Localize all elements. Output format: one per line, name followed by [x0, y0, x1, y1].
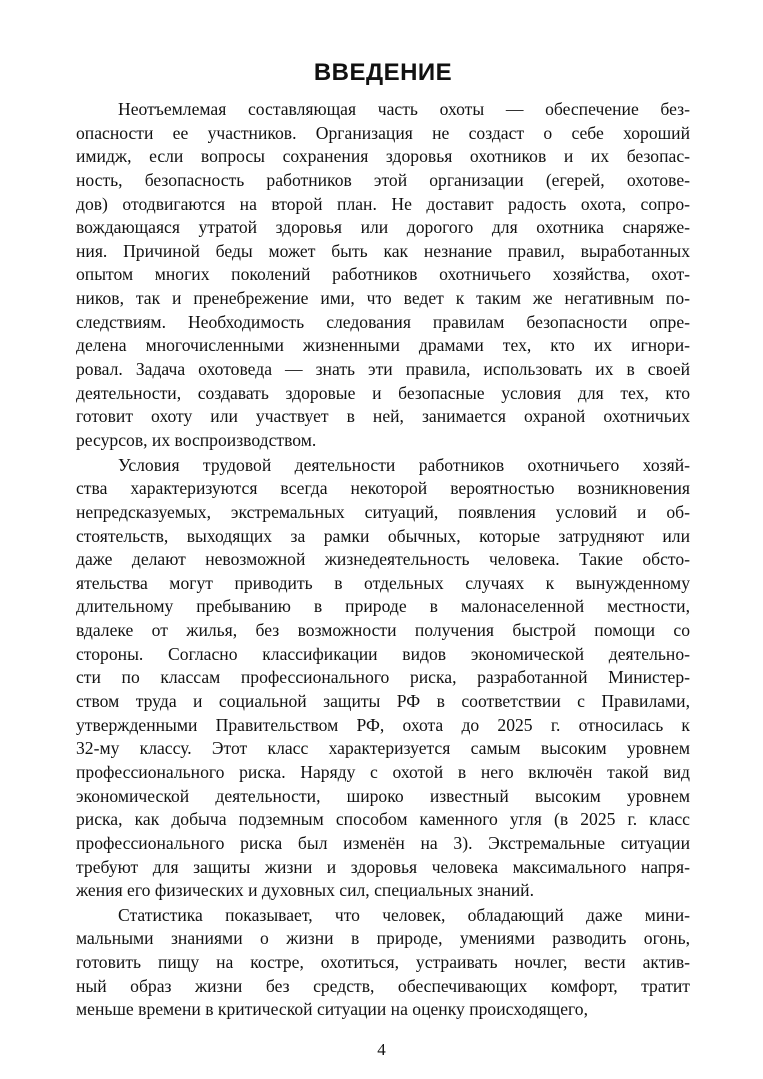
- text-line: ния. Причиной беды может быть как незнание правил, выработанных: [76, 240, 690, 261]
- text-line: стороны. Согласно классификации видов экономической деятельно-: [76, 643, 690, 664]
- text-line: Статистика показывает, что человек, обладающий даже мини-: [118, 904, 690, 925]
- text-line: риска, как добыча подземным способом каменного угля (в 2025 г. класс: [76, 809, 690, 830]
- text-line: мальными знаниями о жизни в природе, умениями разводить огонь,: [76, 928, 690, 949]
- text-line: опытом многих поколений работников охотничьего хозяйства, охот-: [76, 264, 690, 285]
- text-line: сти по классам профессионального риска, разработанной Министер-: [76, 667, 690, 688]
- paragraph: [76, 904, 690, 1022]
- text-line: 32-му классу. Этот класс характеризуется самым высоким уровнем: [76, 738, 690, 759]
- body-text: [76, 98, 690, 1022]
- text-line: вождающаяся утратой здоровья или дорогого для охотника снаряже-: [76, 217, 690, 238]
- text-line: ровал. Задача охотоведа — знать эти правила, использовать их в своей: [76, 359, 690, 380]
- text-line: следствиям. Необходимость следования правилам безопасности опре-: [76, 311, 690, 332]
- text-line: готовить пищу на костре, охотиться, устраивать ночлег, вести актив-: [76, 952, 690, 973]
- text-line: Условия трудовой деятельности работников охотничьего хозяй-: [118, 454, 690, 475]
- text-line: опасности ее участников. Организация не создаст о себе хороший: [76, 122, 690, 143]
- text-line: непредсказуемых, экстремальных ситуаций, появления условий и об-: [76, 501, 690, 522]
- text-line: дов) отодвигаются на второй план. Не доставит радость охота, сопро-: [76, 193, 690, 214]
- text-line: ников, так и пренебрежение ими, что ведет к таким же негативным по-: [76, 288, 690, 309]
- text-line: профессионального риска был изменён на 3). Экстремальные ситуации: [76, 832, 690, 853]
- text-line: длительному пребыванию в природе в малонаселенной местности,: [76, 596, 690, 617]
- text-line: жения его физических и духовных сил, специальных знаний.: [76, 880, 534, 901]
- text-line: утвержденными Правительством РФ, охота до 2025 г. относилась к: [76, 714, 690, 735]
- text-line: ством труда и социальной защиты РФ в соответствии с Правилами,: [76, 691, 690, 712]
- text-line: вдалеке от жилья, без возможности получения быстрой помощи со: [76, 620, 690, 641]
- text-line: требуют для защиты жизни и здоровья человека максимального напря-: [76, 856, 690, 877]
- text-line: делена многочисленными жизненными драмами тех, кто их игнори-: [76, 335, 690, 356]
- text-line: стоятельств, выходящих за рамки обычных, которые затрудняют или: [76, 525, 690, 546]
- text-line: деятельности, создавать здоровые и безопасные условия для тех, кто: [76, 382, 690, 403]
- document-page: [76, 0, 690, 1022]
- text-line: Неотъемлемая составляющая часть охоты — обеспечение без-: [118, 99, 690, 119]
- text-line: меньше времени в критической ситуации на оценку происходящего,: [76, 999, 589, 1020]
- text-line: экономической деятельности, широко известный высоким уровнем: [76, 785, 690, 806]
- paragraph: [76, 98, 690, 453]
- text-line: ресурсов, их воспроизводством.: [76, 429, 317, 450]
- text-line: даже делают невозможной жизнедеятельность человека. Такие обсто-: [76, 549, 690, 570]
- text-line: ства характеризуются всегда некоторой вероятностью возникновения: [76, 478, 690, 499]
- text-line: готовит охоту или участвует в ней, занимается охраной охотничьих: [76, 406, 690, 427]
- page-number: 4: [377, 1040, 386, 1059]
- paragraph: [76, 454, 690, 903]
- text-line: ный образ жизни без средств, обеспечивающих комфорт, тратит: [76, 975, 690, 996]
- text-line: имидж, если вопросы сохранения здоровья охотников и их безопас-: [76, 146, 690, 167]
- text-line: профессионального риска. Наряду с охотой в него включён такой вид: [76, 761, 690, 782]
- text-line: ность, безопасность работников этой организации (егерей, охотове-: [76, 169, 690, 190]
- page-title: ВВЕДЕНИЕ: [313, 59, 453, 86]
- text-line: ятельства могут приводить в отдельных случаях к вынужденному: [76, 572, 690, 593]
